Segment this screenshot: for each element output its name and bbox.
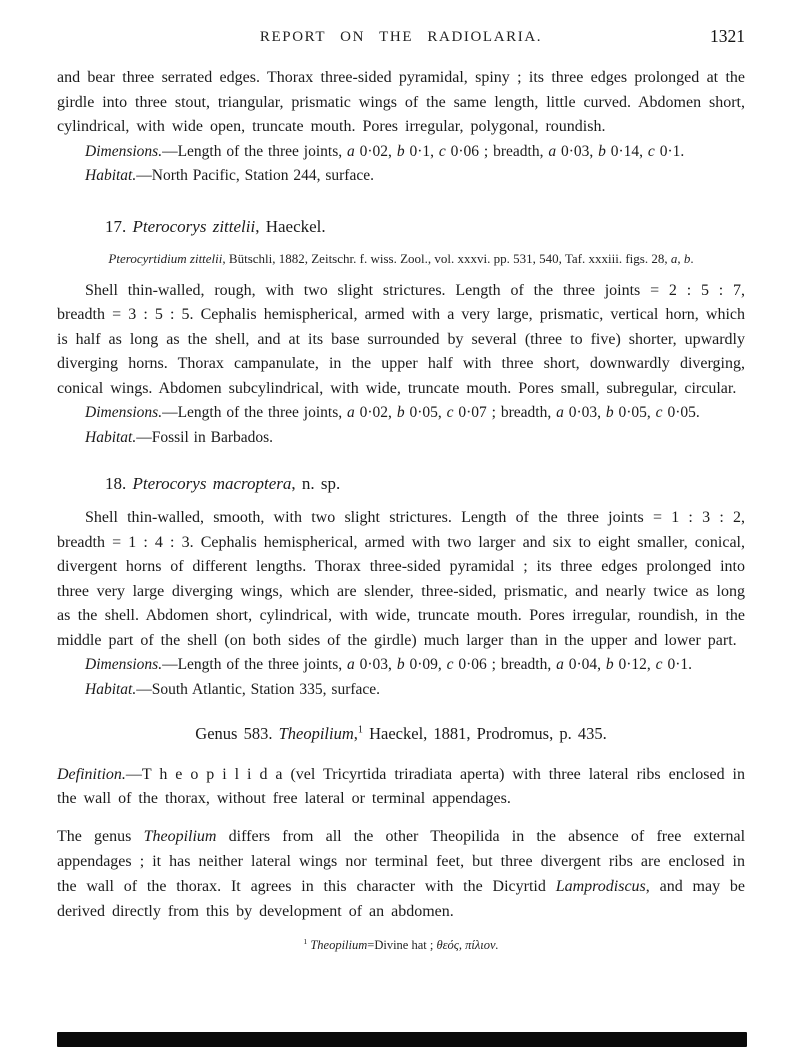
species-17-description: Shell thin-walled, rough, with two slight strictures. Length of the three joints = 2 : 5 : 7, breadth = 3 : 5 : 5. Cephalis hemispherical, armed with a very large, prismatic, vertical horn, which is half as long as the shell, and at its base surrounded by several (three to five) shorter, upwardly diverging horns. Thorax campanulate, in the upper half with three short, downwardly diverging, conical wings. Abdomen subcylindrical, with wide, truncate mouth. Pores small, subregular, circular.	[57, 281, 745, 397]
species-18-description: Shell thin-walled, smooth, with two slight strictures. Length of the three joints = 1 : 3 : 2, breadth = 1 : 4 : 3. Cephalis hemispherical, armed with two larger and six to eight smaller, conical, divergent horns of different lengths. Thorax three-sided pyramidal ; its three edges prolonged into three very large diverging wings, which are slender, three-sided, prismatic, and nearly twice as long as the shell. Abdomen short, cylindrical, with wide, truncate mouth. Pores irregular, roundish, in the middle part of the shell (on both sides of the girdle) much larger than in the upper and lower part.	[57, 509, 745, 649]
species-18-habitat-line: Habitat.—South Atlantic, Station 335, surface.	[85, 680, 381, 698]
genus-heading: Genus 583. Theopilium,$^1$ Haeckel, 1881, Prodromus, p. 435.	[195, 724, 607, 743]
species-18-dimensions-line: Dimensions.—Length of the three joints, a 0·03, b 0·09, c 0·06 ; breadth, a 0·04, b 0·12, c 0·1.	[85, 656, 692, 673]
intro-paragraph: and bear three serrated edges. Thorax three-sided pyramidal, spiny ; its three edges prolonged at the girdle into three stout, triangular, prismatic wings of the same length, little curved. Abdomen short, cylindrical, with wide open, truncate mouth. Pores irregular, polygonal, roundish.	[57, 69, 745, 135]
genus-definition-paragraph: Definition.—T h e o p i l i d a (vel Tricyrtida triradiata aperta) with three lateral ribs enclosed in the wall of the thorax, without free lateral or terminal appendages.	[57, 765, 745, 807]
species-17-habitat-line: Habitat.—Fossil in Barbados.	[85, 428, 274, 446]
species-17-dimensions-line: Dimensions.—Length of the three joints, a 0·02, b 0·05, c 0·07 ; breadth, a 0·03, b 0·05, c 0·05.	[85, 404, 700, 421]
intro-habitat-line: Habitat.—North Pacific, Station 244, surface.	[85, 167, 374, 184]
species-heading-18: 18. Pterocorys macroptera, n. sp.	[105, 474, 341, 493]
running-title: REPORT ON THE RADIOLARIA.	[259, 29, 543, 45]
page-number: 1321	[710, 26, 745, 46]
genus-discussion-paragraph: The genus Theopilium differs from all the other Theopilida in the absence of free external appendages ; it has neither lateral wings nor terminal feet, but three divergent ribs are enclosed in the wall of the thorax. It agrees in this character with the Dicyrtid Lamprodiscus, and may be derived directly from this by development of an abdomen.	[57, 827, 746, 920]
page-header	[57, 28, 745, 52]
species-17-citation: Pterocyrtidium zittelii, Bütschli, 1882, Zeitschr. f. wiss. Zool., vol. xxxvi. pp. 531, 540, Taf. xxxiii. figs. 28, a, b.	[108, 250, 694, 266]
scan-artifact-bar	[57, 1032, 747, 1047]
intro-dimensions-line: Dimensions.—Length of the three joints, a 0·02, b 0·1, c 0·06 ; breadth, a 0·03, b 0·14, c 0·1.	[85, 142, 685, 160]
footnote: $^1$ Theopilium=Divine hat ; θεός, πίλιον.	[303, 936, 499, 952]
species-heading-17: 17. Pterocorys zittelii, Haeckel.	[105, 216, 326, 236]
